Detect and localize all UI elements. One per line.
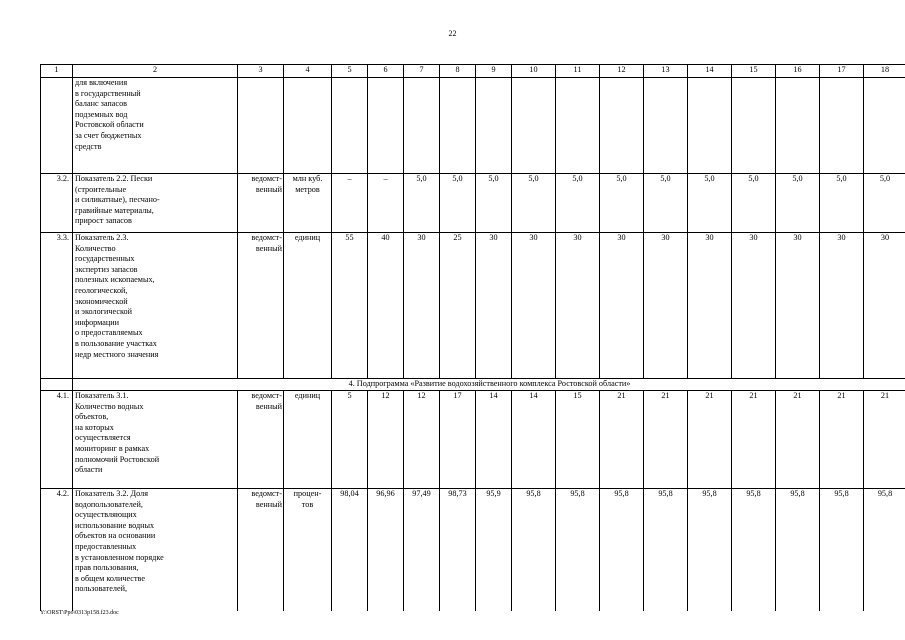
value-cell: 95,8 <box>864 489 905 611</box>
indicators-table <box>40 64 905 611</box>
value-cell: 5,0 <box>820 174 864 233</box>
value-cell: 21 <box>600 391 644 489</box>
value-cell: 96,96 <box>368 489 404 611</box>
row-number: 3.2. <box>41 174 73 233</box>
value-cell: 95,8 <box>688 489 732 611</box>
header-cell: 11 <box>556 65 600 78</box>
value-cell: 5,0 <box>644 174 688 233</box>
indicator-type: ведомст- венный <box>238 391 284 489</box>
header-cell: 8 <box>440 65 476 78</box>
value-cell: 17 <box>440 391 476 489</box>
value-cell: 30 <box>600 233 644 379</box>
indicator-name-continued: для включения в государственный баланс запасов подземных вод Ростовской области за счет бюджетных средств <box>73 78 238 174</box>
unit: млн куб. метров <box>284 174 332 233</box>
value-cell: 12 <box>404 391 440 489</box>
indicator-row <box>41 489 905 611</box>
header-cell: 6 <box>368 65 404 78</box>
value-cell: 95,9 <box>476 489 512 611</box>
value-cell: 5,0 <box>600 174 644 233</box>
page-number: 22 <box>448 29 457 38</box>
indicator-row <box>41 391 905 489</box>
unit: процен- тов <box>284 489 332 611</box>
value-cell: – <box>332 174 368 233</box>
value-cell: 95,8 <box>732 489 776 611</box>
value-cell: 30 <box>776 233 820 379</box>
value-cell: 5,0 <box>440 174 476 233</box>
header-cell: 15 <box>732 65 776 78</box>
value-cell: 15 <box>556 391 600 489</box>
value-cell: 12 <box>368 391 404 489</box>
value-cell: 30 <box>644 233 688 379</box>
value-cell: 40 <box>368 233 404 379</box>
header-cell: 12 <box>600 65 644 78</box>
indicator-row <box>41 174 905 233</box>
header-cell: 16 <box>776 65 820 78</box>
header-cell: 14 <box>688 65 732 78</box>
header-cell: 9 <box>476 65 512 78</box>
value-cell: 30 <box>820 233 864 379</box>
header-cell: 13 <box>644 65 688 78</box>
value-cell: 95,8 <box>600 489 644 611</box>
value-cell: 95,8 <box>644 489 688 611</box>
value-cell: 30 <box>864 233 905 379</box>
header-cell: 1 <box>41 65 73 78</box>
value-cell: 14 <box>476 391 512 489</box>
unit: единиц <box>284 233 332 379</box>
value-cell: 21 <box>820 391 864 489</box>
indicator-name: Показатель 3.2. Доля водопользователей, осуществляющих использование водных объектов на основании предоставленных в установленном порядке прав пользования, в общем количестве пользователей, <box>73 489 238 611</box>
value-cell: 21 <box>776 391 820 489</box>
unit: единиц <box>284 391 332 489</box>
header-cell: 10 <box>512 65 556 78</box>
section-row <box>41 379 905 391</box>
indicator-name: Показатель 3.1. Количество водных объектов, на которых осуществляется мониторинг в рамках полномочий Ростовской области <box>73 391 238 489</box>
value-cell: 30 <box>688 233 732 379</box>
value-cell: 5,0 <box>556 174 600 233</box>
value-cell: 5,0 <box>864 174 905 233</box>
value-cell: 97,49 <box>404 489 440 611</box>
value-cell: 95,8 <box>512 489 556 611</box>
header-cell: 5 <box>332 65 368 78</box>
value-cell: 98,04 <box>332 489 368 611</box>
value-cell: 5,0 <box>688 174 732 233</box>
continuation-row <box>41 78 905 174</box>
indicator-type: ведомст- венный <box>238 489 284 611</box>
value-cell: 5,0 <box>512 174 556 233</box>
column-number-row <box>41 65 905 78</box>
value-cell: – <box>368 174 404 233</box>
value-cell: 14 <box>512 391 556 489</box>
header-cell: 17 <box>820 65 864 78</box>
value-cell: 21 <box>644 391 688 489</box>
header-cell: 18 <box>864 65 905 78</box>
header-cell: 3 <box>238 65 284 78</box>
value-cell: 30 <box>512 233 556 379</box>
value-cell: 5,0 <box>476 174 512 233</box>
value-cell: 95,8 <box>776 489 820 611</box>
value-cell: 30 <box>732 233 776 379</box>
row-number: 4.2. <box>41 489 73 611</box>
value-cell: 21 <box>688 391 732 489</box>
value-cell: 30 <box>404 233 440 379</box>
value-cell: 5,0 <box>776 174 820 233</box>
indicator-type: ведомст- венный <box>238 174 284 233</box>
value-cell: 55 <box>332 233 368 379</box>
value-cell: 5,0 <box>732 174 776 233</box>
value-cell: 21 <box>732 391 776 489</box>
header-cell: 4 <box>284 65 332 78</box>
section-title: 4. Подпрограмма «Развитие водохозяйственного комплекса Ростовской области» <box>73 379 905 391</box>
value-cell: 95,8 <box>820 489 864 611</box>
file-path-footer: Y:\ORST\Ppo\0313p158.f23.doc <box>40 610 119 616</box>
value-cell: 25 <box>440 233 476 379</box>
header-cell: 7 <box>404 65 440 78</box>
indicator-name: Показатель 2.3. Количество государственных экспертиз запасов полезных ископаемых, геологической, экономической и экологической информации о предоставляемых в пользование участках недр местного значения <box>73 233 238 379</box>
value-cell: 98,73 <box>440 489 476 611</box>
value-cell: 5 <box>332 391 368 489</box>
value-cell: 5,0 <box>404 174 440 233</box>
value-cell: 21 <box>864 391 905 489</box>
value-cell: 95,8 <box>556 489 600 611</box>
value-cell: 30 <box>556 233 600 379</box>
indicator-type: ведомст- венный <box>238 233 284 379</box>
indicator-name: Показатель 2.2. Пески (строительные и силикатные), песчано- гравийные материалы, прирост запасов <box>73 174 238 233</box>
header-cell: 2 <box>73 65 238 78</box>
row-number: 3.3. <box>41 233 73 379</box>
value-cell: 30 <box>476 233 512 379</box>
indicator-row <box>41 233 905 379</box>
row-number: 4.1. <box>41 391 73 489</box>
